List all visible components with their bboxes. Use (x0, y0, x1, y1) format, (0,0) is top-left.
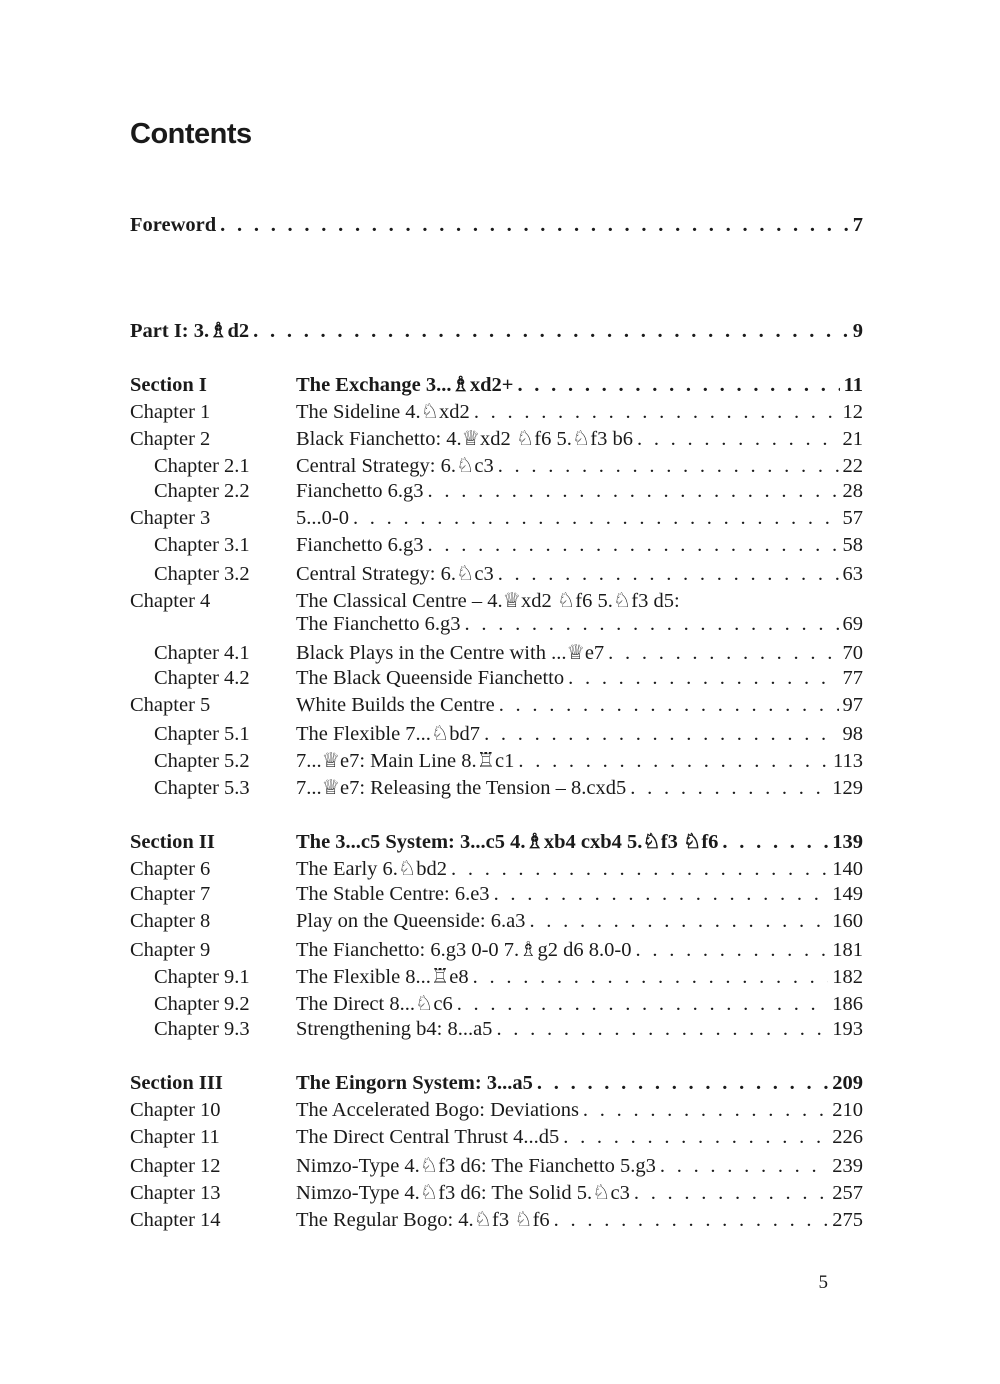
toc-entry-title: The Direct 8...♘c6 (296, 993, 453, 1015)
toc-entry-title: The Black Queenside Fianchetto (296, 667, 565, 689)
toc-entry-page: 12 (842, 401, 863, 423)
toc-entry (130, 399, 863, 424)
toc-entry-label: Chapter 3 (130, 507, 211, 529)
page-number: 5 (818, 1272, 828, 1293)
toc-entry (130, 667, 863, 690)
toc-entry (130, 1207, 863, 1232)
toc-entry (130, 937, 863, 962)
toc-entry-page: 21 (842, 428, 863, 450)
toc-entry (130, 694, 863, 717)
toc-entry-label: Chapter 9.2 (154, 993, 250, 1015)
toc-entry-label: Chapter 10 (130, 1099, 221, 1121)
toc-entry-label: Section III (130, 1072, 223, 1094)
dot-leader (484, 723, 838, 746)
dot-leader (473, 966, 829, 989)
toc-entry (130, 829, 863, 854)
toc-entry (130, 1180, 863, 1205)
toc-entry (130, 453, 863, 478)
toc-entry-label: Chapter 13 (130, 1182, 221, 1204)
dot-leader (634, 1182, 828, 1205)
toc-entry-label: Chapter 9.3 (154, 1018, 250, 1040)
toc-entry-page: 210 (832, 1099, 863, 1121)
dot-leader (451, 858, 828, 881)
toc-entry-label: Chapter 9 (130, 939, 211, 961)
toc-entry (130, 640, 863, 665)
toc-entry-page: 193 (832, 1018, 863, 1040)
toc-entry-page: 226 (832, 1126, 863, 1148)
toc-entry-title: Strengthening b4: 8...a5 (296, 1018, 493, 1040)
dot-leader (537, 1072, 828, 1095)
toc-entry-page: 7 (852, 214, 863, 236)
toc-entry-title: The Regular Bogo: 4.♘f3 ♘f6 (296, 1209, 550, 1231)
toc-entry-title: Black Plays in the Centre with ...♕e7 (296, 642, 605, 664)
toc-entry-label: Chapter 6 (130, 858, 211, 880)
toc-entry-page: 129 (832, 777, 863, 799)
toc-entry-title: The Direct Central Thrust 4...d5 (296, 1126, 560, 1148)
dot-leader (583, 1099, 828, 1122)
toc-entry (130, 1018, 863, 1041)
toc-entry-title: 7...♕e7: Releasing the Tension – 8.cxd5 (296, 777, 627, 799)
toc-entry-title: Foreword (130, 214, 217, 236)
toc-entry (130, 480, 863, 503)
toc-entry-title: Part I: 3.♗d2 (130, 320, 250, 342)
toc-entry-label: Chapter 12 (130, 1155, 221, 1177)
toc-entry-page: 69 (842, 613, 863, 635)
toc-entry-title: The Flexible 8...♖e8 (296, 966, 469, 988)
dot-leader (630, 777, 828, 800)
toc-entry (130, 1099, 863, 1122)
toc-entry (130, 1072, 863, 1095)
toc-entry-title: Nimzo-Type 4.♘f3 d6: The Solid 5.♘c3 (296, 1182, 630, 1204)
toc-entry-title: The Classical Centre – 4.♕xd2 ♘f6 5.♘f3 d5: (296, 590, 680, 612)
toc-entry-label: Chapter 11 (130, 1126, 220, 1148)
toc-entry-title: The Fianchetto 6.g3 (296, 613, 461, 635)
toc-entry-title: The Accelerated Bogo: Deviations (296, 1099, 579, 1121)
toc-entry-page: 181 (832, 939, 863, 961)
toc-entry-title: Fianchetto 6.g3 (296, 480, 424, 502)
toc-entry-title: The Eingorn System: 3...a5 (296, 1072, 533, 1094)
toc-entry-page: 77 (842, 667, 863, 689)
toc-entry-page: 57 (842, 507, 863, 529)
toc-entry-label: Chapter 4.1 (154, 642, 250, 664)
toc-entry-title: The Stable Centre: 6.e3 (296, 883, 490, 905)
toc-entry-page: 97 (842, 694, 863, 716)
toc-entry-page: 239 (832, 1155, 863, 1177)
dot-leader (220, 214, 849, 237)
toc-entry-label: Section II (130, 831, 215, 853)
toc-entry (130, 883, 863, 906)
toc-entry-page: 22 (842, 455, 863, 477)
toc-entry-label: Chapter 3.2 (154, 563, 250, 585)
dot-leader (636, 939, 829, 962)
toc-entry (130, 426, 863, 451)
toc-entry-title: The Sideline 4.♘xd2 (296, 401, 470, 423)
toc-entry (130, 910, 863, 933)
toc-entry-title: Play on the Queenside: 6.a3 (296, 910, 526, 932)
toc-entry-label: Chapter 5.1 (154, 723, 250, 745)
toc-entry-page: 98 (842, 723, 863, 745)
toc-entry-label: Chapter 5.3 (154, 777, 250, 799)
toc-entry-label: Chapter 2.2 (154, 480, 250, 502)
dot-leader (722, 831, 828, 854)
dot-leader (498, 455, 839, 478)
toc-entry-title: Central Strategy: 6.♘c3 (296, 563, 494, 585)
dot-leader (660, 1155, 828, 1178)
toc-entry-page: 28 (842, 480, 863, 502)
toc-entry-page: 70 (842, 642, 863, 664)
toc-entry (130, 991, 863, 1016)
toc-entry-page: 186 (832, 993, 863, 1015)
toc-entry-label: Chapter 2 (130, 428, 211, 450)
toc-entry-page: 182 (832, 966, 863, 988)
toc-entry (130, 856, 863, 881)
toc-entry-label: Chapter 1 (130, 401, 211, 423)
dot-leader (428, 480, 839, 503)
toc-entry-label: Chapter 4.2 (154, 667, 250, 689)
toc-entry-label: Chapter 2.1 (154, 455, 250, 477)
dot-leader (563, 1126, 828, 1149)
toc-entry-page: 160 (832, 910, 863, 932)
toc-entry (130, 507, 863, 530)
toc-entry-title: Fianchetto 6.g3 (296, 534, 424, 556)
toc-entry-label: Chapter 5 (130, 694, 211, 716)
page-title: Contents (130, 118, 252, 150)
toc-entry-label: Chapter 9.1 (154, 966, 250, 988)
dot-leader (465, 613, 839, 636)
dot-leader (253, 320, 849, 343)
toc-entry-title: The Early 6.♘bd2 (296, 858, 448, 880)
toc-entry-page: 11 (843, 374, 863, 396)
toc-entry (130, 534, 863, 557)
toc-entry-page: 63 (842, 563, 863, 585)
dot-leader (494, 883, 829, 906)
toc-entry-title: The Fianchetto: 6.g3 0-0 7.♗g2 d6 8.0-0 (296, 939, 632, 961)
toc-entry-title: The Exchange 3...♗xd2+ (296, 374, 514, 396)
toc-entry-page: 140 (832, 858, 863, 880)
toc-entry (130, 214, 863, 237)
toc-entry-label: Section I (130, 374, 207, 396)
dot-leader (498, 563, 839, 586)
toc-entry-page: 209 (832, 1072, 863, 1094)
toc-entry (130, 964, 863, 989)
toc-entry-label: Chapter 8 (130, 910, 211, 932)
toc-entry-page: 275 (832, 1209, 863, 1231)
toc-entry (130, 721, 863, 746)
dot-leader (608, 642, 838, 665)
dot-leader (428, 534, 839, 557)
dot-leader (474, 401, 839, 424)
toc-entry (130, 1153, 863, 1178)
toc-entry-title: The Flexible 7...♘bd7 (296, 723, 481, 745)
toc-entry-page: 257 (832, 1182, 863, 1204)
dot-leader (517, 374, 839, 397)
toc-entry (130, 1126, 863, 1149)
toc-entry (130, 748, 863, 773)
toc-entry-label: Chapter 3.1 (154, 534, 250, 556)
toc-entry-label: Chapter 4 (130, 590, 211, 612)
dot-leader (518, 750, 829, 773)
dot-leader (637, 428, 839, 451)
toc-entry-title: 5...0-0 (296, 507, 349, 529)
dot-leader (499, 694, 839, 717)
toc-entry-page: 149 (832, 883, 863, 905)
toc-entry-title: The 3...c5 System: 3...c5 4.♗xb4 cxb4 5.♘f3 ♘f6 (296, 831, 719, 853)
dot-leader (353, 507, 839, 530)
dot-leader (496, 1018, 828, 1041)
dot-leader (529, 910, 828, 933)
toc-entry-label: Chapter 7 (130, 883, 211, 905)
dot-leader (554, 1209, 829, 1232)
toc-entry (130, 613, 863, 636)
toc-entry-title: Central Strategy: 6.♘c3 (296, 455, 494, 477)
toc-entry-title: Black Fianchetto: 4.♕xd2 ♘f6 5.♘f3 b6 (296, 428, 633, 450)
dot-leader (457, 993, 829, 1016)
toc-entry-label: Chapter 14 (130, 1209, 221, 1231)
toc-entry-page: 113 (833, 750, 863, 772)
toc-entry-title: Nimzo-Type 4.♘f3 d6: The Fianchetto 5.g3 (296, 1155, 656, 1177)
toc-entry (130, 318, 863, 343)
toc-entry-page: 9 (852, 320, 863, 342)
toc-entry-page: 139 (832, 831, 863, 853)
toc-entry-label: Chapter 5.2 (154, 750, 250, 772)
toc-entry (130, 372, 863, 397)
toc-entry (130, 561, 863, 586)
dot-leader (568, 667, 838, 690)
toc-entry (130, 775, 863, 800)
toc-entry-page: 58 (842, 534, 863, 556)
toc-entry-title: 7...♕e7: Main Line 8.♖c1 (296, 750, 515, 772)
toc-entry-title: White Builds the Centre (296, 694, 495, 716)
toc-entry (130, 588, 863, 613)
